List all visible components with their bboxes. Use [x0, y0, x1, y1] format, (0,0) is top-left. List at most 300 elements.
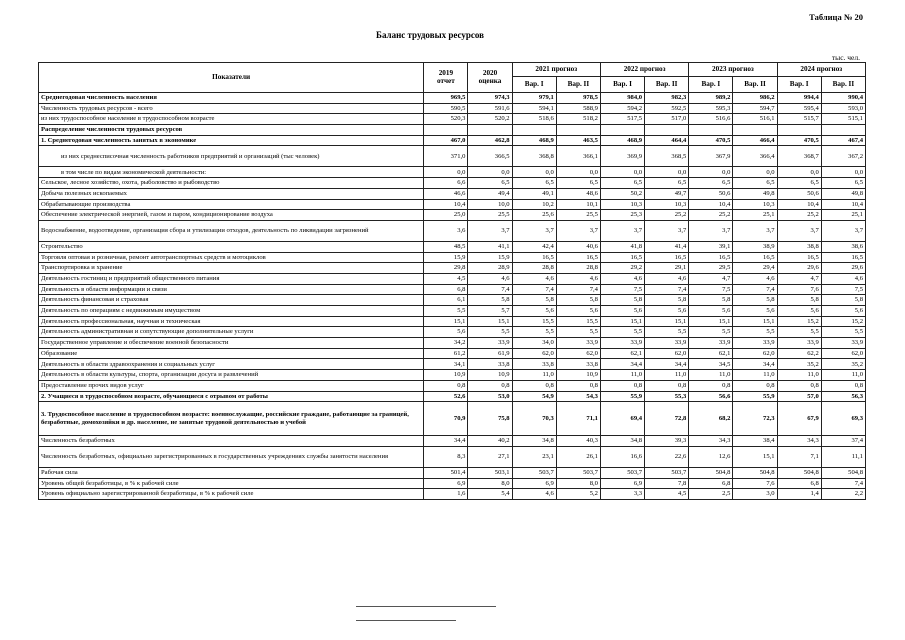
header-forecast-2022: 2022 прогноз	[600, 63, 688, 77]
row-value: 16,5	[689, 252, 733, 263]
table-row	[39, 327, 866, 338]
row-value: 54,3	[556, 391, 600, 402]
row-value: 368,7	[777, 146, 821, 167]
row-value: 0,0	[468, 167, 512, 178]
row-value: 518,2	[556, 114, 600, 125]
row-value: 3,7	[821, 220, 865, 241]
row-label: Деятельность в области здравоохранения и социальных услуг	[39, 359, 424, 370]
header-variant: Вар. I	[689, 77, 733, 93]
row-value: 33,9	[600, 338, 644, 349]
row-value: 5,8	[689, 295, 733, 306]
row-value: 55,9	[600, 391, 644, 402]
header-variant: Вар. II	[556, 77, 600, 93]
header-variant: Вар. II	[821, 77, 865, 93]
row-value: 989,2	[689, 93, 733, 104]
row-value: 49,8	[821, 188, 865, 199]
row-value: 68,2	[689, 402, 733, 436]
row-value: 467,4	[821, 135, 865, 146]
row-value: 61,9	[468, 348, 512, 359]
row-value: 7,6	[733, 478, 777, 489]
row-label: Деятельность профессиональная, научная и техническая	[39, 316, 424, 327]
row-value: 69,3	[821, 402, 865, 436]
row-value: 3,7	[689, 220, 733, 241]
row-label: Деятельность в области информации и связи	[39, 284, 424, 295]
row-value: 25,1	[733, 210, 777, 221]
row-value: 0,0	[424, 167, 468, 178]
row-value: 7,5	[689, 284, 733, 295]
row-label: Численность трудовых ресурсов - всего	[39, 103, 424, 114]
row-value: 34,4	[733, 359, 777, 370]
footer-divider	[356, 606, 496, 607]
row-value: 5,5	[777, 327, 821, 338]
row-value: 4,5	[424, 273, 468, 284]
row-label: Строительство	[39, 241, 424, 252]
row-value: 25,1	[821, 210, 865, 221]
table-body	[39, 93, 866, 500]
row-value: 6,9	[512, 478, 556, 489]
row-value: 3,0	[733, 489, 777, 500]
row-value: 28,9	[468, 263, 512, 274]
row-value: 7,4	[645, 284, 689, 295]
row-value: 6,5	[512, 178, 556, 189]
labor-balance-table	[38, 62, 866, 500]
row-label: 1. Среднегодовая численность занятых в экономике	[39, 135, 424, 146]
row-value: 28,8	[512, 263, 556, 274]
row-label: Численность безработных, официально зарегистрированных в государственных учреждениях службы занятости населения	[39, 446, 424, 467]
row-value: 48,6	[556, 188, 600, 199]
row-value: 38,6	[821, 241, 865, 252]
table-row	[39, 338, 866, 349]
row-value: 5,6	[600, 306, 644, 317]
row-value: 5,6	[512, 306, 556, 317]
row-value: 40,2	[468, 436, 512, 447]
row-value: 504,8	[821, 467, 865, 478]
table-row	[39, 391, 866, 402]
header-2019	[424, 63, 468, 93]
row-value: 5,8	[821, 295, 865, 306]
row-value: 10,4	[821, 199, 865, 210]
row-value: 6,8	[777, 478, 821, 489]
row-value: 4,6	[733, 273, 777, 284]
row-value: 7,5	[821, 284, 865, 295]
row-value: 5,5	[733, 327, 777, 338]
row-value: 0,0	[600, 167, 644, 178]
row-value: 35,2	[777, 359, 821, 370]
row-value: 984,0	[600, 93, 644, 104]
row-value: 515,1	[821, 114, 865, 125]
row-value: 6,5	[468, 178, 512, 189]
table-row	[39, 114, 866, 125]
row-value: 501,4	[424, 467, 468, 478]
row-value: 467,0	[424, 135, 468, 146]
row-value: 34,8	[600, 436, 644, 447]
table-row	[39, 167, 866, 178]
row-value: 33,9	[689, 338, 733, 349]
row-value: 594,7	[733, 103, 777, 114]
table-row	[39, 436, 866, 447]
row-value: 16,5	[777, 252, 821, 263]
row-label: Государственное управление и обеспечение военной безопасности	[39, 338, 424, 349]
row-value: 0,0	[821, 167, 865, 178]
row-value	[821, 125, 865, 136]
header-variant: Вар. I	[777, 77, 821, 93]
row-value: 25,5	[468, 210, 512, 221]
row-label: в том числе по видам экономической деятельности:	[39, 167, 424, 178]
row-value: 12,6	[689, 446, 733, 467]
row-value: 34,0	[512, 338, 556, 349]
row-value: 23,1	[512, 446, 556, 467]
table-row	[39, 103, 866, 114]
row-value: 10,4	[689, 199, 733, 210]
row-value: 49,4	[468, 188, 512, 199]
row-value: 0,8	[733, 380, 777, 391]
row-value: 33,8	[512, 359, 556, 370]
row-value: 55,3	[645, 391, 689, 402]
table-row	[39, 402, 866, 436]
row-value: 33,8	[556, 359, 600, 370]
row-value: 15,1	[733, 446, 777, 467]
row-value: 27,1	[468, 446, 512, 467]
row-value: 7,8	[645, 478, 689, 489]
row-value: 591,6	[468, 103, 512, 114]
header-2020	[468, 63, 512, 93]
header-variant: Вар. I	[600, 77, 644, 93]
table-row	[39, 241, 866, 252]
row-value: 15,2	[777, 316, 821, 327]
row-value: 503,1	[468, 467, 512, 478]
row-value: 10,9	[424, 370, 468, 381]
row-value: 55,9	[733, 391, 777, 402]
row-value: 33,9	[645, 338, 689, 349]
table-row	[39, 210, 866, 221]
row-value: 71,1	[556, 402, 600, 436]
table-row	[39, 370, 866, 381]
row-value: 11,0	[821, 370, 865, 381]
row-value: 10,0	[468, 199, 512, 210]
table-row	[39, 188, 866, 199]
page-title: Баланс трудовых ресурсов	[376, 30, 484, 40]
row-value: 503,7	[512, 467, 556, 478]
row-value: 28,8	[556, 263, 600, 274]
row-value: 4,6	[468, 273, 512, 284]
row-value: 38,8	[777, 241, 821, 252]
row-value: 62,0	[733, 348, 777, 359]
row-value: 0,8	[512, 380, 556, 391]
row-value: 39,1	[689, 241, 733, 252]
row-value: 990,4	[821, 93, 865, 104]
row-value: 979,1	[512, 93, 556, 104]
row-value: 0,8	[424, 380, 468, 391]
row-value: 5,8	[512, 295, 556, 306]
row-value: 33,8	[468, 359, 512, 370]
row-value: 75,8	[468, 402, 512, 436]
row-value	[600, 125, 644, 136]
row-value: 518,6	[512, 114, 556, 125]
row-value: 67,9	[777, 402, 821, 436]
row-label: Численность безработных	[39, 436, 424, 447]
row-value: 371,0	[424, 146, 468, 167]
row-label: Деятельность по операциям с недвижимым имуществом	[39, 306, 424, 317]
row-value: 62,0	[512, 348, 556, 359]
units-label: тыс. чел.	[831, 53, 860, 62]
row-value: 6,8	[424, 284, 468, 295]
row-label: Деятельность гостиниц и предприятий общественного питания	[39, 273, 424, 284]
row-value: 7,4	[821, 478, 865, 489]
row-value: 49,8	[733, 188, 777, 199]
row-value: 15,1	[600, 316, 644, 327]
table-number: Таблица № 20	[809, 12, 863, 22]
row-label: Распределение численности трудовых ресурсов	[39, 125, 424, 136]
row-value: 62,2	[777, 348, 821, 359]
row-value: 5,8	[556, 295, 600, 306]
row-value: 11,0	[777, 370, 821, 381]
row-value: 462,8	[468, 135, 512, 146]
row-value: 8,3	[424, 446, 468, 467]
row-label: Водоснабжение, водоотведение, организация сбора и утилизации отходов, деятельность по ликвидации загрязнений	[39, 220, 424, 241]
row-value: 463,5	[556, 135, 600, 146]
row-value: 5,8	[777, 295, 821, 306]
row-value: 986,2	[733, 93, 777, 104]
row-value: 70,9	[424, 402, 468, 436]
row-value: 10,1	[556, 199, 600, 210]
row-value: 366,5	[468, 146, 512, 167]
row-value: 369,9	[600, 146, 644, 167]
row-value: 72,8	[645, 402, 689, 436]
row-value: 38,9	[733, 241, 777, 252]
row-value: 6,9	[424, 478, 468, 489]
row-value: 5,8	[600, 295, 644, 306]
row-value: 29,1	[645, 263, 689, 274]
row-value: 6,5	[600, 178, 644, 189]
row-value: 34,4	[424, 436, 468, 447]
row-value: 34,8	[512, 436, 556, 447]
row-value: 15,9	[424, 252, 468, 263]
row-value: 974,3	[468, 93, 512, 104]
row-value: 994,4	[777, 93, 821, 104]
row-value: 7,4	[512, 284, 556, 295]
table-row	[39, 446, 866, 467]
row-value: 34,3	[777, 436, 821, 447]
row-value: 34,4	[600, 359, 644, 370]
row-label: из них трудоспособное население в трудоспособном возрасте	[39, 114, 424, 125]
row-value: 41,1	[468, 241, 512, 252]
row-value: 25,5	[556, 210, 600, 221]
table-row	[39, 178, 866, 189]
row-value: 46,6	[424, 188, 468, 199]
table-row	[39, 284, 866, 295]
row-value: 29,4	[733, 263, 777, 274]
row-value: 11,0	[645, 370, 689, 381]
row-value: 16,5	[645, 252, 689, 263]
row-value: 49,1	[512, 188, 556, 199]
row-value: 33,9	[821, 338, 865, 349]
row-value: 7,4	[556, 284, 600, 295]
row-value: 520,2	[468, 114, 512, 125]
row-value: 61,2	[424, 348, 468, 359]
row-value: 3,7	[512, 220, 556, 241]
table-row	[39, 306, 866, 317]
row-value: 368,5	[645, 146, 689, 167]
row-value: 6,5	[645, 178, 689, 189]
row-value: 53,0	[468, 391, 512, 402]
row-value: 54,9	[512, 391, 556, 402]
row-value: 50,6	[689, 188, 733, 199]
row-value: 16,6	[600, 446, 644, 467]
row-value: 978,5	[556, 93, 600, 104]
row-value: 5,8	[468, 295, 512, 306]
row-value: 982,3	[645, 93, 689, 104]
row-value: 515,7	[777, 114, 821, 125]
row-value: 6,5	[777, 178, 821, 189]
row-value: 470,5	[777, 135, 821, 146]
row-value: 15,5	[556, 316, 600, 327]
row-value: 48,5	[424, 241, 468, 252]
row-value: 1,4	[777, 489, 821, 500]
row-value: 29,8	[424, 263, 468, 274]
row-value: 5,6	[777, 306, 821, 317]
table-row	[39, 489, 866, 500]
row-value	[424, 125, 468, 136]
row-value: 367,9	[689, 146, 733, 167]
row-value	[689, 125, 733, 136]
row-value: 6,8	[689, 478, 733, 489]
row-value: 10,2	[512, 199, 556, 210]
row-value: 504,8	[777, 467, 821, 478]
row-label: Добыча полезных ископаемых	[39, 188, 424, 199]
row-value: 49,7	[645, 188, 689, 199]
row-label: Обеспечение электрической энергией, газом и паром, кондиционирование воздуха	[39, 210, 424, 221]
row-value: 5,8	[733, 295, 777, 306]
row-value: 6,6	[424, 178, 468, 189]
row-value: 69,4	[600, 402, 644, 436]
row-value: 29,2	[600, 263, 644, 274]
row-value: 503,7	[645, 467, 689, 478]
row-label: Уровень официально зарегистрированной безработицы, в % к рабочей силе	[39, 489, 424, 500]
row-value: 594,2	[600, 103, 644, 114]
row-label: Предоставление прочих видов услуг	[39, 380, 424, 391]
row-value: 594,1	[512, 103, 556, 114]
row-value: 0,0	[645, 167, 689, 178]
row-value: 4,6	[512, 489, 556, 500]
row-value: 15,9	[468, 252, 512, 263]
table-row	[39, 316, 866, 327]
header-2020-sub: оценка	[478, 76, 502, 85]
row-value: 5,5	[556, 327, 600, 338]
row-value: 0,8	[689, 380, 733, 391]
row-value: 5,5	[600, 327, 644, 338]
row-value: 5,5	[689, 327, 733, 338]
row-value: 2,5	[689, 489, 733, 500]
row-value: 34,1	[424, 359, 468, 370]
row-value: 3,6	[424, 220, 468, 241]
row-value	[645, 125, 689, 136]
row-value: 25,2	[777, 210, 821, 221]
row-value: 516,1	[733, 114, 777, 125]
row-value: 466,4	[733, 135, 777, 146]
row-value	[512, 125, 556, 136]
row-value: 367,2	[821, 146, 865, 167]
header-variant: Вар. II	[645, 77, 689, 93]
row-value: 62,1	[600, 348, 644, 359]
row-value: 3,7	[733, 220, 777, 241]
row-value: 6,5	[556, 178, 600, 189]
row-value	[733, 125, 777, 136]
row-value: 0,0	[689, 167, 733, 178]
row-value: 29,6	[821, 263, 865, 274]
row-value: 5,5	[645, 327, 689, 338]
row-value: 595,4	[777, 103, 821, 114]
row-label: Торговля оптовая и розничная, ремонт автотранспортных средств и мотоциклов	[39, 252, 424, 263]
row-value: 10,9	[556, 370, 600, 381]
row-value: 5,5	[821, 327, 865, 338]
row-value: 5,6	[424, 327, 468, 338]
row-value: 593,0	[821, 103, 865, 114]
header-2019-sub: отчет	[436, 76, 455, 85]
row-value: 6,5	[733, 178, 777, 189]
row-value	[556, 125, 600, 136]
row-value: 503,7	[600, 467, 644, 478]
row-value: 25,0	[424, 210, 468, 221]
row-label: Обрабатывающие производства	[39, 199, 424, 210]
row-value: 6,1	[424, 295, 468, 306]
row-value: 7,5	[600, 284, 644, 295]
row-value: 70,3	[512, 402, 556, 436]
row-value: 56,6	[689, 391, 733, 402]
row-value: 52,6	[424, 391, 468, 402]
table-row	[39, 478, 866, 489]
row-value: 3,3	[600, 489, 644, 500]
row-value: 470,5	[689, 135, 733, 146]
table-row	[39, 295, 866, 306]
row-value: 25,2	[689, 210, 733, 221]
row-value: 38,4	[733, 436, 777, 447]
row-value: 39,3	[645, 436, 689, 447]
row-value: 590,5	[424, 103, 468, 114]
row-value: 7,4	[468, 284, 512, 295]
row-value: 35,2	[821, 359, 865, 370]
table-row	[39, 125, 866, 136]
row-value: 464,4	[645, 135, 689, 146]
row-value: 8,0	[556, 478, 600, 489]
row-value: 15,1	[645, 316, 689, 327]
row-value: 10,4	[424, 199, 468, 210]
row-value: 3,7	[556, 220, 600, 241]
row-value: 7,4	[733, 284, 777, 295]
row-value: 7,6	[777, 284, 821, 295]
row-value: 16,5	[600, 252, 644, 263]
row-label: 2. Учащиеся в трудоспособном возрасте, обучающиеся с отрывом от работы	[39, 391, 424, 402]
row-value: 4,5	[645, 489, 689, 500]
row-value: 15,1	[733, 316, 777, 327]
row-value: 34,3	[689, 436, 733, 447]
row-value: 8,0	[468, 478, 512, 489]
row-value: 11,0	[512, 370, 556, 381]
row-value: 72,3	[733, 402, 777, 436]
row-label: Деятельность финансовая и страховая	[39, 295, 424, 306]
table-row	[39, 467, 866, 478]
row-value: 5,4	[468, 489, 512, 500]
row-value: 504,8	[733, 467, 777, 478]
row-value: 15,5	[512, 316, 556, 327]
row-value: 10,3	[733, 199, 777, 210]
row-value: 15,1	[468, 316, 512, 327]
row-value: 0,8	[556, 380, 600, 391]
row-value: 29,6	[777, 263, 821, 274]
row-value: 0,8	[468, 380, 512, 391]
row-value: 56,3	[821, 391, 865, 402]
row-label: Транспортировка и хранение	[39, 263, 424, 274]
row-value: 11,0	[733, 370, 777, 381]
